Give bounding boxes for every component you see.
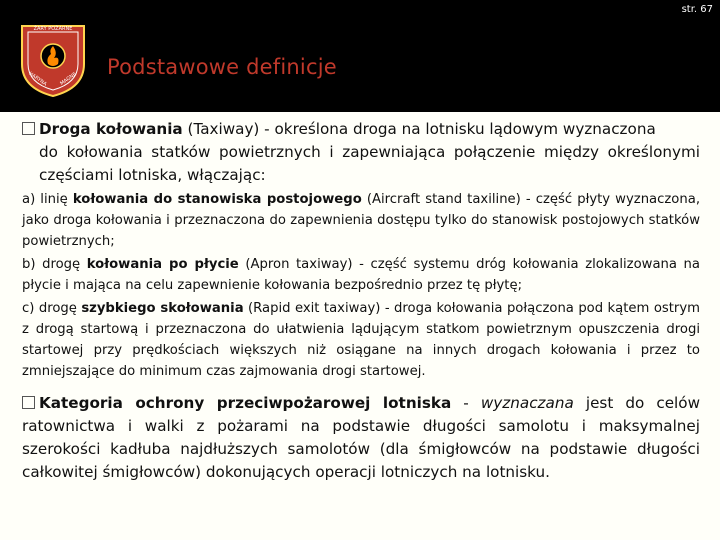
slide-header xyxy=(0,0,720,112)
term-taxiway: Droga kołowania xyxy=(39,120,183,138)
item-b: b) drogę kołowania po płycie (Apron taxiway) - część systemu dróg kołowania zlokalizowana na płycie i mająca na celu zapewnienie kołowania bezpośrednio przez tę płytę; xyxy=(22,257,700,293)
checkbox-bullet-icon xyxy=(22,396,35,409)
item-c: c) drogę szybkiego skołowania (Rapid exit taxiway) - droga kołowania połączona pod kątem ostrym z drogą startową i przeznaczona do ułatwienia lądującym statkom powietrznym opuszczenia drogi startowej przy prędkościach większych niż osiągane na innych drogach kołowania i przez to zmniejszające do minimum czas zajmowania drogi startowej. xyxy=(22,301,701,379)
definition-fire-category: Kategoria ochrony przeciwpożarowej lotniska - wyznaczana jest do celów ratownictwa i walki z pożarami na podstawie długości samolotu i maksymalnej szerokości kadłuba najdłuższych samolotów (dla śmigłowców na podstawie długości całkowitej śmigłowców) dokonujących operacji lotniczych na lotnisku. xyxy=(22,394,700,481)
term-fire-category: Kategoria ochrony przeciwpożarowej lotniska xyxy=(39,394,452,412)
definition-taxiway: Droga kołowania (Taxiway) - określona droga na lotnisku lądowym wyznaczona xyxy=(22,118,700,141)
item-a: a) linię kołowania do stanowiska postojowego (Aircraft stand taxiline) - część płyty wyznaczona, jako droga kołowania i przeznaczona do zapewnienia dostępu tylko do stanowisk postojowych statków powietrznych; xyxy=(22,192,701,249)
logo-right-text: MAGNE xyxy=(59,71,78,87)
slide-title: Podstawowe definicje xyxy=(107,55,337,79)
definition-taxiway-continuation: do kołowania statków powietrznych i zapewniająca połączenie między określonymi częściami lotniska, włączając: xyxy=(39,143,700,184)
checkbox-bullet-icon xyxy=(22,122,35,135)
logo-top-text: ŻARY POŻARNE xyxy=(33,26,73,32)
logo-left-text: HARYNA xyxy=(27,70,48,88)
fire-brigade-logo xyxy=(18,20,88,98)
page-number: str. 67 xyxy=(681,4,713,15)
slide-content xyxy=(22,118,700,484)
